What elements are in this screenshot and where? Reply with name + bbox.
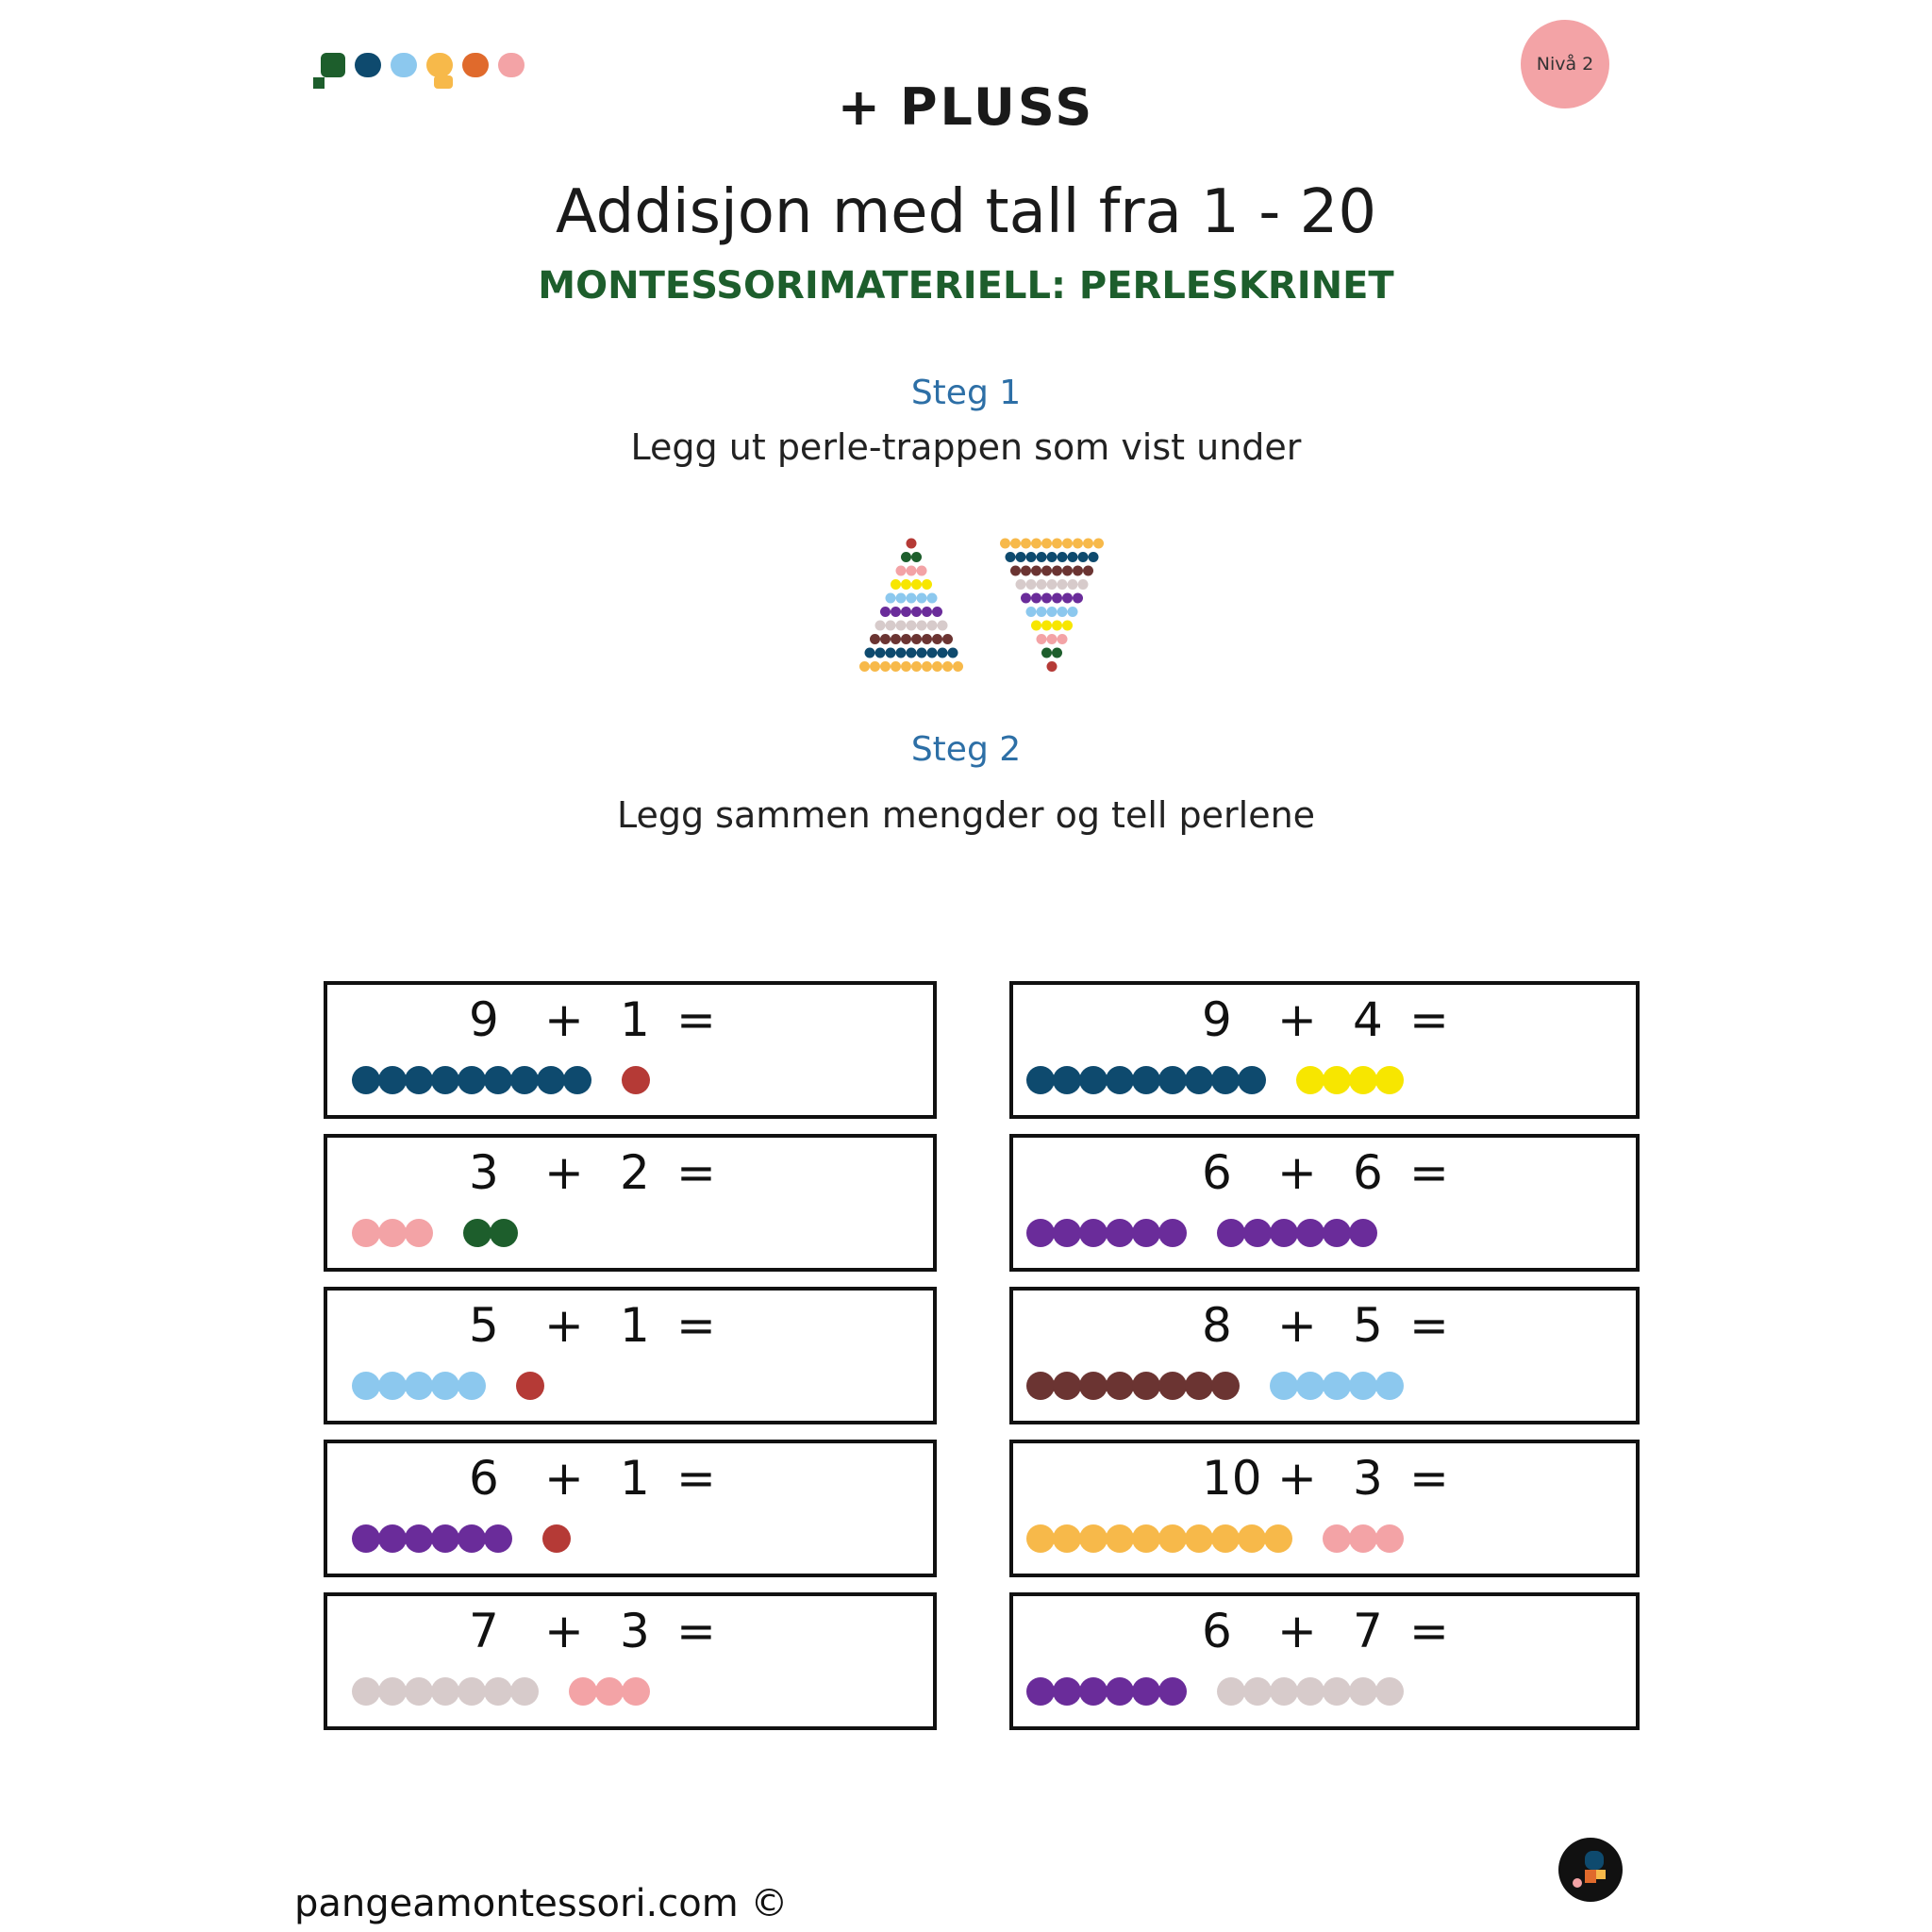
stair-bead-10	[922, 661, 932, 672]
bead	[1158, 1677, 1187, 1706]
stair-bead-10	[859, 661, 870, 672]
stair-bead-6	[880, 607, 891, 617]
bead	[1158, 1066, 1187, 1094]
bead	[1053, 1524, 1081, 1553]
bead	[516, 1372, 544, 1400]
bead	[1185, 1372, 1213, 1400]
bead	[378, 1524, 407, 1553]
stair-bead-7	[896, 621, 907, 631]
stair-bead-8	[1083, 566, 1093, 576]
stair-bead-10	[901, 661, 911, 672]
stair-bead-9	[1047, 552, 1058, 562]
number-a: 6	[1202, 1145, 1232, 1200]
stair-bead-8	[911, 634, 922, 644]
bead	[378, 1219, 407, 1247]
number-a: 10	[1202, 1451, 1262, 1506]
number-b: 2	[620, 1145, 650, 1200]
equals-sign: =	[1409, 1451, 1449, 1506]
stair-bead-9	[938, 648, 948, 658]
bead	[458, 1066, 486, 1094]
stair-bead-10	[1073, 539, 1083, 549]
bead	[484, 1524, 512, 1553]
bead	[563, 1066, 591, 1094]
number-a: 5	[469, 1298, 499, 1353]
stair-bead-4	[911, 579, 922, 590]
stair-bead-8	[870, 634, 880, 644]
stair-bead-10	[1093, 539, 1104, 549]
bead	[1238, 1524, 1266, 1553]
stair-bead-5	[1068, 607, 1078, 617]
plus-sign: +	[1277, 1604, 1317, 1658]
stair-bead-9	[917, 648, 927, 658]
addition-problem	[324, 981, 937, 1119]
stair-bead-4	[891, 579, 901, 590]
stair-bead-5	[927, 593, 938, 604]
bead	[510, 1066, 539, 1094]
bead	[1185, 1066, 1213, 1094]
step-1-text: Legg ut perle-trappen som vist under	[630, 426, 1302, 468]
stair-bead-4	[922, 579, 932, 590]
equals-sign: =	[1409, 1298, 1449, 1353]
number-a: 3	[469, 1145, 499, 1200]
bead	[1217, 1219, 1245, 1247]
stair-bead-2	[901, 552, 911, 562]
bead	[1026, 1066, 1055, 1094]
stair-bead-9	[865, 648, 875, 658]
bead	[458, 1524, 486, 1553]
stair-bead-1	[907, 539, 917, 549]
bead	[1375, 1677, 1404, 1706]
stair-bead-7	[917, 621, 927, 631]
bead	[378, 1677, 407, 1706]
bead	[1132, 1677, 1160, 1706]
stair-bead-6	[922, 607, 932, 617]
bead	[1296, 1372, 1324, 1400]
bead	[595, 1677, 624, 1706]
bead	[1211, 1524, 1240, 1553]
stair-bead-3	[907, 566, 917, 576]
number-b: 4	[1353, 992, 1383, 1047]
stair-bead-1	[1047, 661, 1058, 672]
stair-bead-10	[1010, 539, 1021, 549]
number-a: 8	[1202, 1298, 1232, 1353]
addition-problem	[1009, 1592, 1640, 1730]
bead	[1349, 1677, 1377, 1706]
page-subtitle: MONTESSORIMATERIELL: PERLESKRINET	[538, 264, 1394, 308]
bead	[622, 1677, 650, 1706]
bead	[1158, 1524, 1187, 1553]
stair-bead-9	[1078, 552, 1089, 562]
bead	[463, 1219, 491, 1247]
number-a: 6	[1202, 1604, 1232, 1658]
equals-sign: =	[676, 1145, 716, 1200]
bead	[1026, 1219, 1055, 1247]
bead	[1375, 1524, 1404, 1553]
stair-bead-9	[1037, 552, 1047, 562]
stair-bead-4	[1041, 621, 1052, 631]
stair-bead-6	[1041, 593, 1052, 604]
bead	[352, 1372, 380, 1400]
equals-sign: =	[676, 1451, 716, 1506]
stair-bead-5	[907, 593, 917, 604]
stair-bead-5	[1026, 607, 1037, 617]
bead	[1323, 1524, 1351, 1553]
addition-problem	[324, 1440, 937, 1577]
stair-bead-8	[922, 634, 932, 644]
stair-bead-8	[932, 634, 942, 644]
bead	[1323, 1372, 1351, 1400]
section-title: PLUSS	[899, 77, 1095, 137]
equals-sign: =	[676, 1298, 716, 1353]
bead	[1026, 1524, 1055, 1553]
stair-bead-7	[1047, 579, 1058, 590]
section-heading	[0, 77, 1932, 137]
stair-bead-10	[1041, 539, 1052, 549]
stair-bead-8	[942, 634, 953, 644]
stair-bead-4	[1052, 621, 1062, 631]
number-a: 9	[1202, 992, 1232, 1047]
page-title: Addisjon med tall fra 1 - 20	[555, 177, 1377, 247]
bead	[484, 1677, 512, 1706]
stair-bead-3	[1047, 634, 1058, 644]
bead	[1270, 1372, 1298, 1400]
stair-bead-8	[1041, 566, 1052, 576]
plus-sign: +	[1277, 1145, 1317, 1200]
bead-stair-illustration	[840, 536, 1128, 677]
number-b: 1	[620, 1298, 650, 1353]
stair-bead-9	[1026, 552, 1037, 562]
bead	[537, 1066, 565, 1094]
bead	[1185, 1524, 1213, 1553]
plus-sign: +	[544, 1604, 584, 1658]
bead	[405, 1219, 433, 1247]
bead	[569, 1677, 597, 1706]
stair-bead-5	[886, 593, 896, 604]
stair-bead-5	[917, 593, 927, 604]
bead	[1243, 1219, 1272, 1247]
bead	[1217, 1677, 1245, 1706]
bead	[1132, 1219, 1160, 1247]
bead	[1026, 1677, 1055, 1706]
bead	[405, 1677, 433, 1706]
stair-bead-4	[1062, 621, 1073, 631]
stair-bead-9	[1068, 552, 1078, 562]
number-b: 3	[1353, 1451, 1383, 1506]
stair-bead-9	[1089, 552, 1099, 562]
bead	[1053, 1219, 1081, 1247]
bead	[1132, 1524, 1160, 1553]
number-b: 1	[620, 992, 650, 1047]
number-b: 5	[1353, 1298, 1383, 1353]
stair-bead-4	[1031, 621, 1041, 631]
bead	[1375, 1066, 1404, 1094]
bead	[458, 1677, 486, 1706]
stair-bead-9	[896, 648, 907, 658]
stair-bead-8	[880, 634, 891, 644]
stair-bead-9	[1058, 552, 1068, 562]
bead	[378, 1372, 407, 1400]
bead	[1106, 1066, 1134, 1094]
plus-icon: +	[837, 77, 883, 137]
stair-bead-3	[896, 566, 907, 576]
bead	[405, 1372, 433, 1400]
number-b: 1	[620, 1451, 650, 1506]
bead	[1323, 1677, 1351, 1706]
bead	[1349, 1372, 1377, 1400]
bead	[405, 1524, 433, 1553]
plus-sign: +	[544, 992, 584, 1047]
stair-bead-10	[932, 661, 942, 672]
stair-bead-5	[1058, 607, 1068, 617]
plus-sign: +	[1277, 1451, 1317, 1506]
bead	[1270, 1219, 1298, 1247]
equals-sign: =	[676, 1604, 716, 1658]
bead	[622, 1066, 650, 1094]
stair-bead-10	[891, 661, 901, 672]
stair-bead-10	[870, 661, 880, 672]
stair-bead-6	[891, 607, 901, 617]
bead	[431, 1066, 459, 1094]
stair-bead-8	[1021, 566, 1031, 576]
addition-problem	[1009, 981, 1640, 1119]
stair-bead-10	[880, 661, 891, 672]
addition-problem	[324, 1592, 937, 1730]
stair-bead-10	[953, 661, 963, 672]
addition-problem	[324, 1134, 937, 1272]
equals-sign: =	[1409, 992, 1449, 1047]
stair-bead-2	[911, 552, 922, 562]
step-2-text: Legg sammen mengder og tell perlene	[616, 794, 1316, 836]
number-b: 6	[1353, 1145, 1383, 1200]
stair-bead-7	[1078, 579, 1089, 590]
bead	[1106, 1219, 1134, 1247]
stair-bead-7	[1016, 579, 1026, 590]
bead	[1079, 1524, 1108, 1553]
bead	[1053, 1066, 1081, 1094]
stair-bead-7	[1037, 579, 1047, 590]
bead	[1243, 1677, 1272, 1706]
bead	[1132, 1372, 1160, 1400]
equals-sign: =	[1409, 1145, 1449, 1200]
stair-bead-4	[901, 579, 911, 590]
stair-bead-6	[1031, 593, 1041, 604]
stair-bead-8	[1052, 566, 1062, 576]
bead	[1106, 1677, 1134, 1706]
stair-bead-3	[1058, 634, 1068, 644]
bead	[1158, 1219, 1187, 1247]
bead	[378, 1066, 407, 1094]
bead	[1079, 1677, 1108, 1706]
bead	[352, 1066, 380, 1094]
stair-bead-7	[907, 621, 917, 631]
stair-bead-2	[1052, 648, 1062, 658]
stair-bead-7	[927, 621, 938, 631]
stair-bead-6	[1062, 593, 1073, 604]
stair-bead-9	[875, 648, 886, 658]
bead	[431, 1677, 459, 1706]
pangea-badge-icon	[1557, 1836, 1624, 1904]
addition-problem	[1009, 1440, 1640, 1577]
stair-bead-6	[932, 607, 942, 617]
bead	[1349, 1219, 1377, 1247]
stair-bead-5	[1047, 607, 1058, 617]
bead	[1323, 1219, 1351, 1247]
bead	[510, 1677, 539, 1706]
bead	[1296, 1066, 1324, 1094]
bead	[1349, 1524, 1377, 1553]
bead	[1296, 1219, 1324, 1247]
stair-bead-9	[1006, 552, 1016, 562]
stair-bead-6	[901, 607, 911, 617]
number-a: 6	[469, 1451, 499, 1506]
stair-bead-6	[1052, 593, 1062, 604]
bead	[1158, 1372, 1187, 1400]
bead	[1132, 1066, 1160, 1094]
bead	[1211, 1372, 1240, 1400]
stair-bead-8	[891, 634, 901, 644]
stair-bead-3	[1037, 634, 1047, 644]
bead	[1349, 1066, 1377, 1094]
addition-problem	[324, 1287, 937, 1424]
plus-sign: +	[544, 1298, 584, 1353]
stair-bead-9	[907, 648, 917, 658]
number-a: 9	[469, 992, 499, 1047]
stair-bead-10	[942, 661, 953, 672]
stair-bead-7	[886, 621, 896, 631]
bead	[1079, 1372, 1108, 1400]
bead	[1026, 1372, 1055, 1400]
bead	[490, 1219, 518, 1247]
stair-bead-8	[1062, 566, 1073, 576]
bead	[458, 1372, 486, 1400]
step-1-label: Steg 1	[910, 374, 1022, 412]
stair-bead-10	[1000, 539, 1010, 549]
bead	[1264, 1524, 1292, 1553]
equals-sign: =	[1409, 1604, 1449, 1658]
bead	[1375, 1372, 1404, 1400]
bead	[405, 1066, 433, 1094]
stair-bead-7	[1068, 579, 1078, 590]
addition-problem	[1009, 1134, 1640, 1272]
plus-sign: +	[1277, 1298, 1317, 1353]
stair-bead-9	[886, 648, 896, 658]
bead	[1106, 1372, 1134, 1400]
bead	[1211, 1066, 1240, 1094]
bead	[542, 1524, 571, 1553]
step-2-label: Steg 2	[910, 730, 1022, 769]
bead	[352, 1677, 380, 1706]
plus-sign: +	[1277, 992, 1317, 1047]
bead	[431, 1524, 459, 1553]
stair-bead-6	[911, 607, 922, 617]
stair-bead-2	[1041, 648, 1052, 658]
stair-bead-9	[948, 648, 958, 658]
bead	[1323, 1066, 1351, 1094]
stair-bead-5	[1037, 607, 1047, 617]
bead	[352, 1524, 380, 1553]
addition-problem	[1009, 1287, 1640, 1424]
bead	[1079, 1066, 1108, 1094]
stair-bead-8	[901, 634, 911, 644]
stair-bead-7	[1026, 579, 1037, 590]
stair-bead-5	[896, 593, 907, 604]
number-a: 7	[469, 1604, 499, 1658]
number-b: 3	[620, 1604, 650, 1658]
plus-sign: +	[544, 1145, 584, 1200]
stair-bead-10	[1062, 539, 1073, 549]
bead	[484, 1066, 512, 1094]
footer-url: pangeamontessori.com ©	[294, 1882, 789, 1925]
equals-sign: =	[676, 992, 716, 1047]
bead	[1270, 1677, 1298, 1706]
bead	[352, 1219, 380, 1247]
stair-bead-7	[1058, 579, 1068, 590]
bead	[1053, 1372, 1081, 1400]
stair-bead-10	[1031, 539, 1041, 549]
stair-bead-7	[875, 621, 886, 631]
bead	[1053, 1677, 1081, 1706]
level-badge: Nivå 2	[1521, 20, 1609, 108]
stair-bead-8	[1073, 566, 1083, 576]
bead	[431, 1372, 459, 1400]
stair-bead-8	[1031, 566, 1041, 576]
number-b: 7	[1353, 1604, 1383, 1658]
stair-bead-10	[1052, 539, 1062, 549]
stair-bead-10	[1083, 539, 1093, 549]
stair-bead-9	[927, 648, 938, 658]
stair-bead-6	[1021, 593, 1031, 604]
stair-bead-10	[911, 661, 922, 672]
stair-bead-6	[1073, 593, 1083, 604]
stair-bead-10	[1021, 539, 1031, 549]
bead	[1238, 1066, 1266, 1094]
stair-bead-9	[1016, 552, 1026, 562]
bead	[1296, 1677, 1324, 1706]
plus-sign: +	[544, 1451, 584, 1506]
stair-bead-8	[1010, 566, 1021, 576]
bead	[1079, 1219, 1108, 1247]
bead	[1106, 1524, 1134, 1553]
stair-bead-3	[917, 566, 927, 576]
stair-bead-7	[938, 621, 948, 631]
